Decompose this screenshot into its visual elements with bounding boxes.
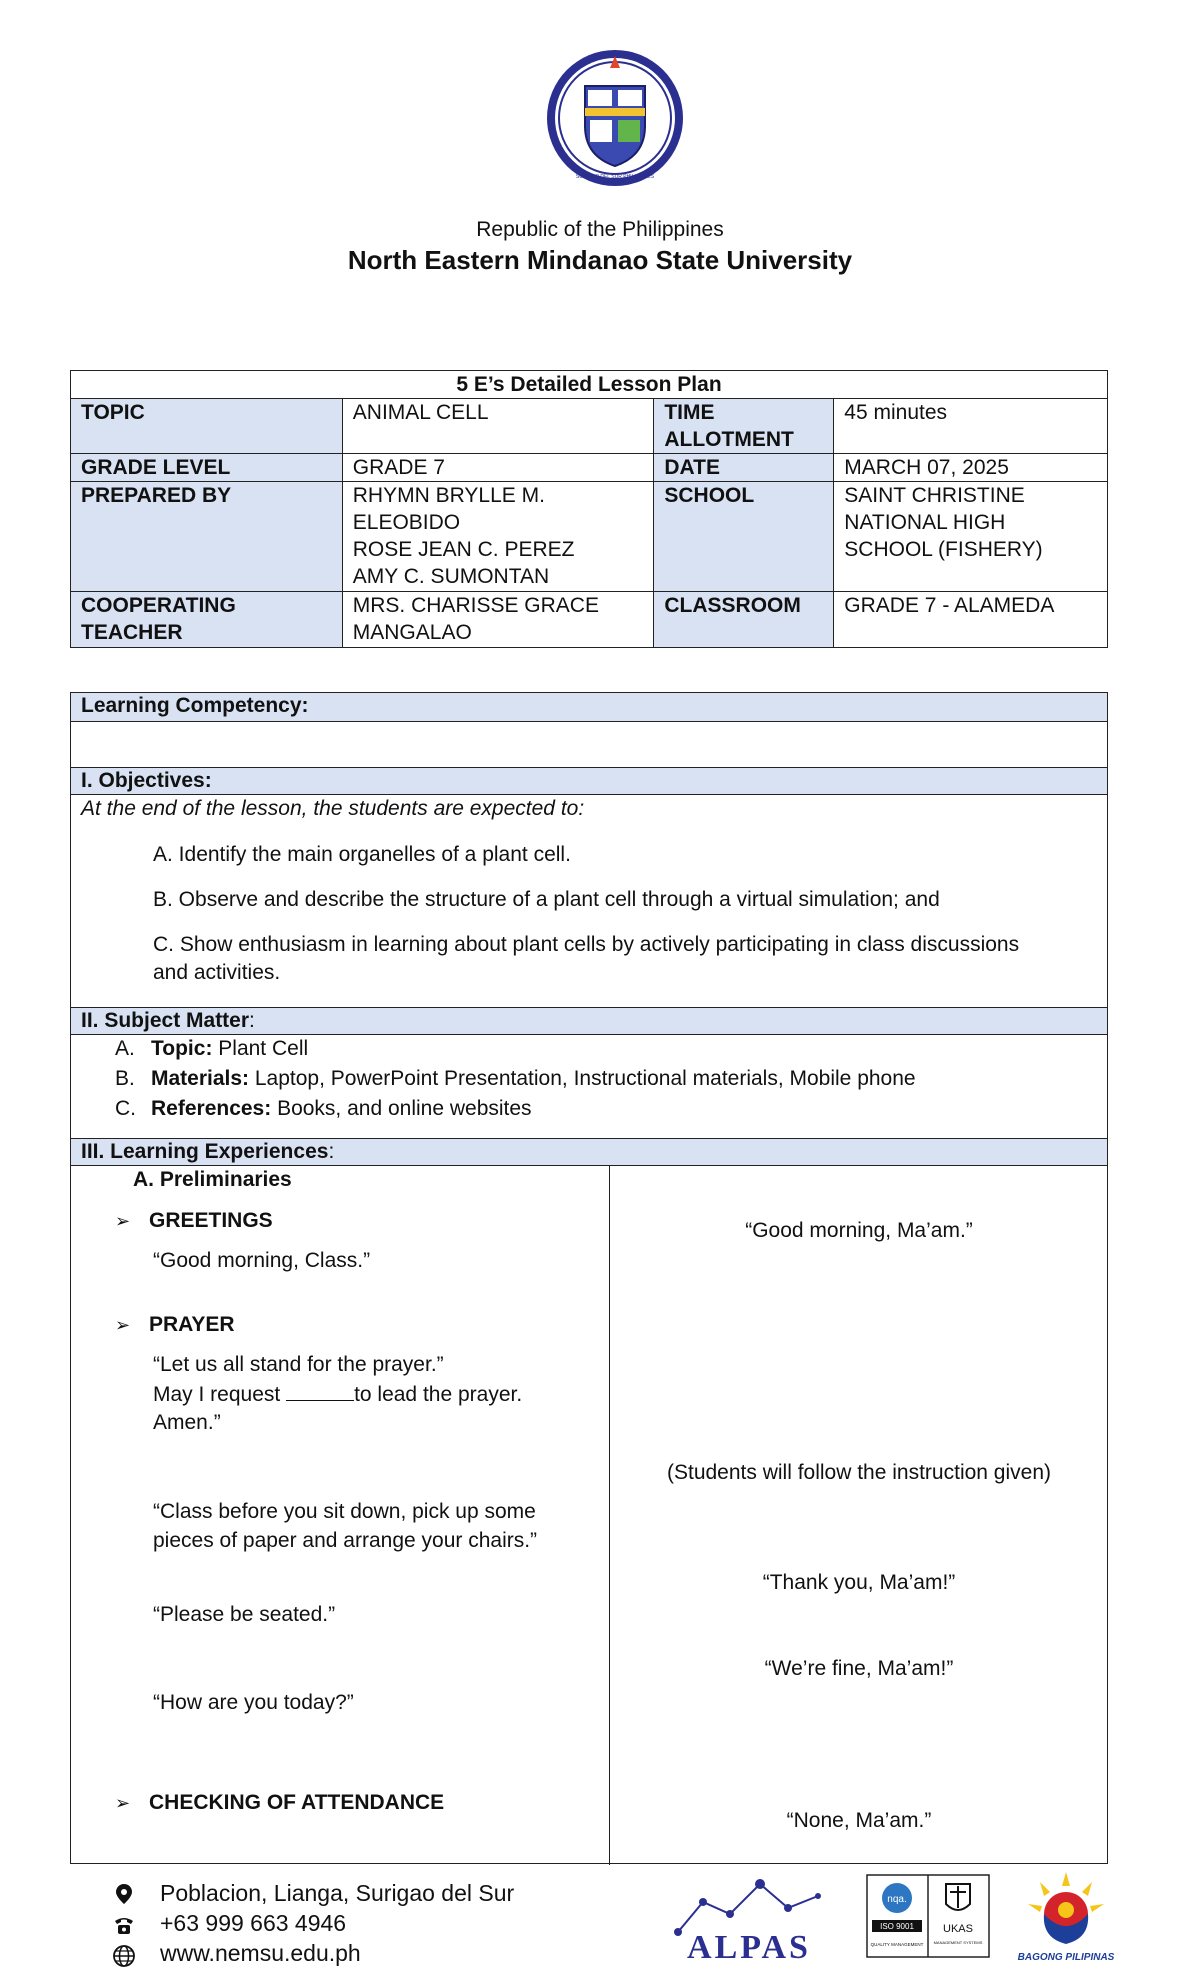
prayer-heading — [115, 1311, 235, 1339]
objectives-intro: At the end of the lesson, the students are expected to: — [81, 797, 585, 820]
attendance-label: CHECKING OF ATTENDANCE — [149, 1791, 445, 1814]
lesson-body-table — [70, 692, 1108, 1864]
ukas-sub-text: MANAGEMENT SYSTEMS — [933, 1940, 983, 1945]
bagong-pilipinas-logo — [1010, 1868, 1122, 1964]
class-instruction-line-1: “Class before you sit down, pick up some — [153, 1500, 536, 1523]
university-seal-logo — [540, 48, 690, 188]
prayer-request-text: May I request — [153, 1383, 287, 1406]
cooperating-teacher-label: COOPERATING TEACHER — [71, 592, 343, 648]
cooperating-teacher-value: MRS. CHARISSE GRACE MANGALAO — [342, 592, 654, 648]
competency-label: Learning Competency: — [81, 694, 309, 717]
name-blank — [286, 1380, 354, 1401]
objectives-label: I. Objectives: — [81, 769, 212, 792]
phone-icon — [112, 1913, 136, 1937]
prayer-line-2 — [153, 1380, 522, 1409]
student-fine-response: “We’re fine, Ma’am!” — [764, 1657, 954, 1680]
time-allotment-label: TIME ALLOTMENT — [654, 399, 834, 454]
republic-heading: Republic of the Philippines — [476, 218, 724, 241]
school-label: SCHOOL — [654, 482, 834, 592]
how-are-you: “How are you today?” — [153, 1691, 354, 1714]
university-name: North Eastern Mindanao State University — [347, 245, 853, 275]
alpas-logo — [668, 1872, 830, 1964]
student-none-response: “None, Ma’am.” — [786, 1809, 932, 1832]
grade-level-value: GRADE 7 — [342, 454, 654, 482]
item-value: Plant Cell — [212, 1037, 309, 1060]
item-key: References: — [151, 1097, 272, 1120]
subject-matter-colon: : — [249, 1009, 255, 1032]
arrow-bullet-icon: ➢ — [115, 1315, 131, 1335]
subject-topic-item — [115, 1035, 308, 1063]
arrow-bullet-icon: ➢ — [115, 1211, 131, 1231]
learning-experiences-band — [71, 1138, 1107, 1166]
learning-experiences-colon: : — [328, 1140, 335, 1163]
footer-address: Poblacion, Lianga, Surigao del Sur — [160, 1880, 515, 1906]
seal-bottom-text: SURIGAO DEL SUR PHILIPPINES — [575, 174, 655, 180]
teacher-greeting: “Good morning, Class.” — [153, 1249, 371, 1272]
objectives-band — [71, 767, 1107, 795]
subject-references-item — [115, 1095, 532, 1123]
quality-management-text: QUALITY MANAGEMENT — [870, 1942, 924, 1947]
topic-value: ANIMAL CELL — [342, 399, 654, 454]
footer-phone: +63 999 663 4946 — [160, 1910, 347, 1936]
time-allotment-value: 45 minutes — [834, 399, 1108, 454]
item-key: Topic: — [151, 1037, 213, 1060]
item-letter: B. — [115, 1067, 135, 1090]
item-letter: A. — [115, 1037, 135, 1060]
location-pin-icon — [112, 1882, 136, 1906]
prayer-line-3: Amen.” — [153, 1411, 221, 1434]
prayer-lead-text: to lead the prayer. — [354, 1383, 523, 1406]
subject-matter-band — [71, 1007, 1107, 1035]
student-thank-you: “Thank you, Ma’am!” — [762, 1571, 956, 1594]
item-key: Materials: — [151, 1067, 250, 1090]
prayer-label: PRAYER — [149, 1313, 235, 1336]
greetings-label: GREETINGS — [149, 1209, 273, 1232]
objective-a: A. Identify the main organelles of a plant cell. — [153, 843, 571, 866]
date-value: MARCH 07, 2025 — [834, 454, 1108, 482]
date-label: DATE — [654, 454, 834, 482]
iso-text: ISO 9001 — [880, 1922, 914, 1931]
learning-experiences-label: III. Learning Experiences — [81, 1140, 329, 1163]
item-letter: C. — [115, 1097, 136, 1120]
bagong-pilipinas-text: BAGONG PILIPINAS — [1017, 1952, 1115, 1963]
lesson-info-table — [70, 370, 1108, 648]
objective-b: B. Observe and describe the structure of a plant cell through a virtual simulation; and — [153, 888, 940, 911]
prepared-by-value — [342, 482, 654, 592]
competency-band — [71, 692, 1107, 722]
student-greeting: “Good morning, Ma’am.” — [745, 1219, 973, 1242]
globe-icon — [112, 1944, 136, 1968]
preliminaries-heading: A. Preliminaries — [133, 1168, 292, 1191]
please-be-seated: “Please be seated.” — [153, 1603, 336, 1626]
column-divider — [609, 1165, 610, 1865]
item-value: Books, and online websites — [271, 1097, 532, 1120]
item-value: Laptop, PowerPoint Presentation, Instructional materials, Mobile phone — [249, 1067, 916, 1090]
lesson-plan-title: 5 E’s Detailed Lesson Plan — [71, 371, 1108, 399]
alpas-wordmark: ALPAS — [687, 1929, 811, 1964]
objective-c: C. Show enthusiasm in learning about plant cells by actively participating in class discussions and activities. — [153, 933, 1020, 984]
grade-level-label: GRADE LEVEL — [71, 454, 343, 482]
class-instruction-line-2: pieces of paper and arrange your chairs.” — [153, 1529, 538, 1552]
arrow-bullet-icon: ➢ — [115, 1793, 131, 1813]
preparer-line: ELEOBIDO — [352, 511, 461, 534]
school-value: SAINT CHRISTINE NATIONAL HIGH SCHOOL (FISHERY) — [834, 482, 1108, 592]
students-follow-instruction: (Students will follow the instruction given) — [666, 1461, 1051, 1484]
preparer-line: AMY C. SUMONTAN — [352, 565, 550, 588]
classroom-value: GRADE 7 - ALAMEDA — [834, 592, 1108, 648]
prepared-by-label: PREPARED BY — [71, 482, 343, 592]
preparer-line: RHYMN BRYLLE M. — [352, 484, 545, 507]
classroom-label: CLASSROOM — [654, 592, 834, 648]
prayer-line-1: “Let us all stand for the prayer.” — [153, 1353, 444, 1376]
subject-materials-item — [115, 1065, 916, 1093]
greetings-heading — [115, 1207, 273, 1235]
nqa-text: nqa. — [887, 1894, 907, 1905]
topic-label: TOPIC — [71, 399, 343, 454]
footer-website: www.nemsu.edu.ph — [160, 1940, 361, 1966]
ukas-text: UKAS — [943, 1923, 973, 1935]
iso-ukas-badge — [866, 1874, 990, 1958]
attendance-heading — [115, 1789, 444, 1817]
preparer-line: ROSE JEAN C. PEREZ — [352, 538, 575, 561]
subject-matter-label: II. Subject Matter — [81, 1009, 250, 1032]
